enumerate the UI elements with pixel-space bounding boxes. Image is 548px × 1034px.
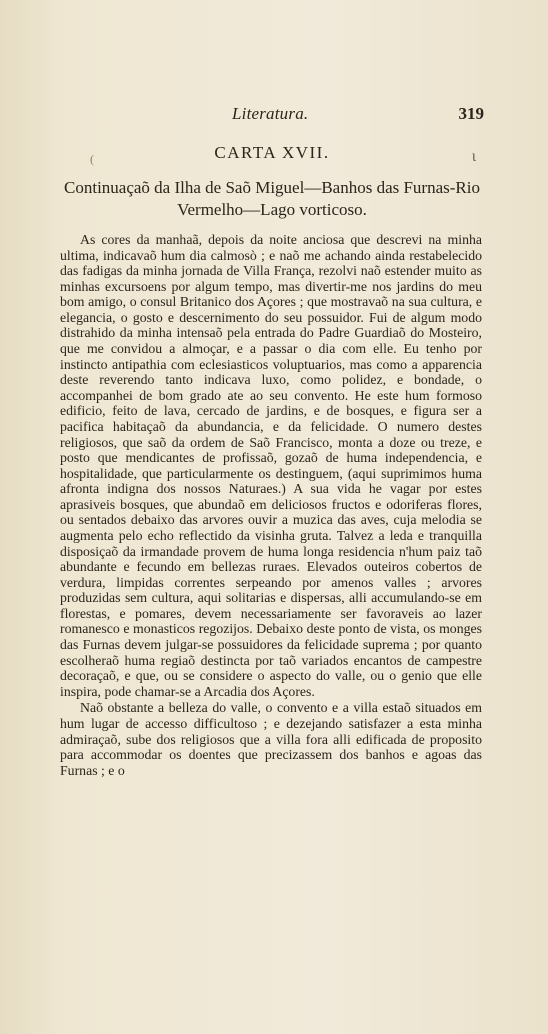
ink-mark: ( xyxy=(90,152,94,166)
letter-title: CARTA XVII. xyxy=(214,143,330,162)
paragraph: Naõ obstante a belleza do valle, o convento e a villa estaõ situados em hum lugar de accesso difficultoso ; e dezejando satisfazer a esta minha admiraçaõ, sube dos religiosos que a villa fora alli edificada de proposito para accommodar os doentes que precizassem dos banhos e agoas das Furnas ; e o xyxy=(60,700,482,778)
paragraph: As cores da manhaã, depois da noite anciosa que descrevi na minha ultima, indicavaõ hum dia calmosò ; e naõ me achando ainda restabelecido das fadigas da minha jornada de Villa França, rezolvi naõ estender muito as minhas excursoens por algum tempo, mas divertir-me nos jardins do meu bom amigo, o consul Britanico dos Açores ; que mostravaõ na sua cultura, e elegancia, o gosto e descernimento do seu possuidor. Fui de algum modo distrahido da minha intensaõ pela entrada do Padre Guardiaõ do Mosteiro, que me convidou a almoçar, e a passar o dia com elle. Eu tenho por instincto antipathia com eclesiasticos voluptuarios, mas como a apparencia deste reverendo tanto indicava luxo, como polidez, e bondade, o accompanhei de bom grado ate ao seu convento. He este hum formoso edificio, feito de lava, cercado de jardins, e de bosques, e figura ser a pacifica habitaçaõ da abundancia, e da felicidade. O numero destes religiosos, que saõ da ordem de Saõ Francisco, monta a doze ou treze, e posto que mendicantes de profissaõ, gozaõ de huma independencia, e hospitalidade, que particularmente os destinguem, (aqui suprimimos huma afronta indigna dos nossos Naturaes.) A sua vida he vagar por estes aprasiveis bosques, que abundaõ em deliciosos fructos e odoriferas flores, ou sentados debaixo das arvores ouvir a muzica das aves, cuja melodia se augmenta pelo echo reflectido da visinha gruta. Talvez a leda e tranquilla disposiçaõ da irmandade provem de huma longa residencia n'hum paiz taõ abundante e fecundo em bellezas ruraes. Elevados outeiros cobertos de verdura, limpidas correntes serpeando por amenos valles ; arvores produzidas sem cultura, aqui solitarias e dispersas, alli accumulando-se em florestas, e pomares, devem necessariamente ser favoraveis ao lazer romanesco e monasticos regozijos. Debaixo deste ponto de vista, os monges das Furnas devem julgar-se possuidores da felicidade suprema ; por quanto escolheraõ huma regiaõ destincta por taõ variados encantos de campestre decoraçaõ, e que, ou se considere o aspecto do valle, ou o genio que elle inspira, pode chamar-se a Arcadia dos Açores. xyxy=(60,232,482,699)
chapter-subtitle: Continuaçaõ da Ilha de Saõ Miguel—Banhos das Furnas-Rio Vermelho—Lago vorticoso. xyxy=(64,178,480,219)
body-text xyxy=(60,232,482,778)
ink-mark: ɩ xyxy=(471,148,476,165)
running-head-title: Literatura. xyxy=(232,104,309,123)
page-number: 319 xyxy=(458,104,484,123)
running-head xyxy=(60,104,484,126)
